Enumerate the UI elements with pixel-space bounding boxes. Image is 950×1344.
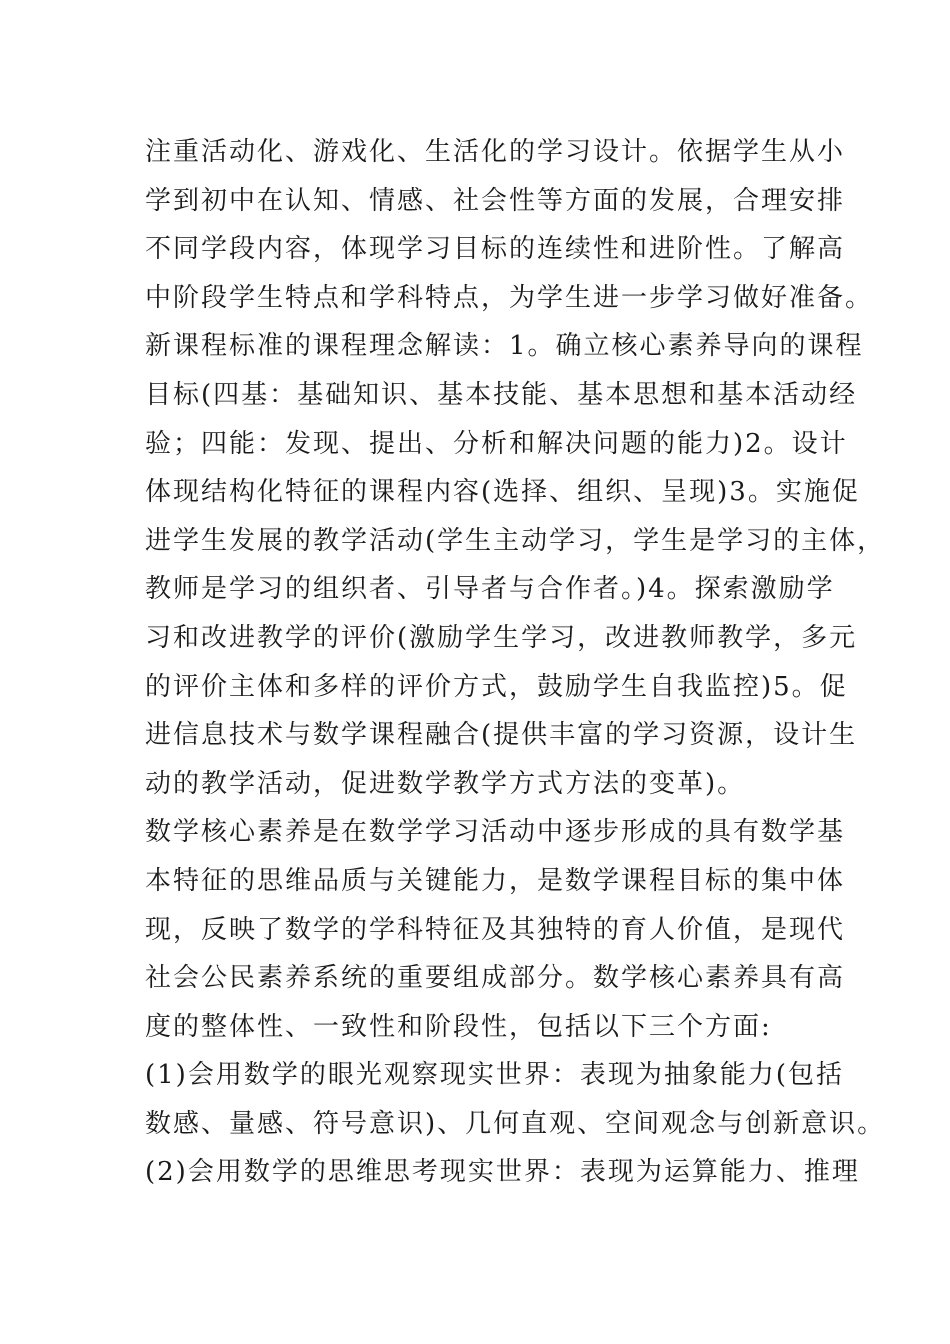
text-line: 社会公民素养系统的重要组成部分。数学核心素养具有高	[145, 963, 846, 994]
text-line: (1)会用数学的眼光观察现实世界：表现为抽象能力(包括	[145, 1060, 844, 1091]
document-body	[145, 128, 886, 1197]
text-line: 现，反映了数学的学科特征及其独特的育人价值，是现代	[145, 914, 846, 945]
text-line: 进学生发展的教学活动(学生主动学习，学生是学习的主体，	[145, 525, 886, 556]
text-line: 不同学段内容，体现学习目标的连续性和进阶性。了解高	[145, 234, 846, 265]
text-line: 度的整体性、一致性和阶段性，包括以下三个方面:	[145, 1011, 772, 1042]
text-line: 进信息技术与数学课程融合(提供丰富的学习资源，设计生	[145, 720, 858, 751]
text-line: 验；四能：发现、提出、分析和解决问题的能力)2。设计	[145, 428, 848, 459]
text-line: 习和改进教学的评价(激励学生学习，改进教师教学，多元	[145, 622, 858, 653]
text-line: 本特征的思维品质与关键能力，是数学课程目标的集中体	[145, 865, 846, 896]
text-line: 教师是学习的组织者、引导者与合作者。)4。探索激励学	[145, 574, 835, 605]
text-line: 体现结构化特征的课程内容(选择、组织、呈现)3。实施促	[145, 477, 860, 508]
text-line: 新课程标准的课程理念解读：1。确立核心素养导向的课程	[145, 331, 864, 362]
text-line: 的评价主体和多样的评价方式，鼓励学生自我监控)5。促	[145, 671, 848, 702]
text-line: 数学核心素养是在数学学习活动中逐步形成的具有数学基	[145, 817, 846, 848]
text-line: (2)会用数学的思维思考现实世界：表现为运算能力、推理	[145, 1157, 860, 1188]
text-line: 中阶段学生特点和学科特点，为学生进一步学习做好准备。	[145, 282, 874, 313]
text-line: 注重活动化、游戏化、生活化的学习设计。依据学生从小	[145, 137, 846, 167]
text-line: 目标(四基：基础知识、基本技能、基本思想和基本活动经	[145, 379, 858, 410]
text-line: 数感、量感、符号意识)、几何直观、空间观念与创新意识。	[145, 1108, 886, 1139]
text-line: 动的教学活动，促进数学教学方式方法的变革)。	[145, 768, 746, 799]
text-line: 学到初中在认知、情感、社会性等方面的发展，合理安排	[145, 185, 846, 216]
